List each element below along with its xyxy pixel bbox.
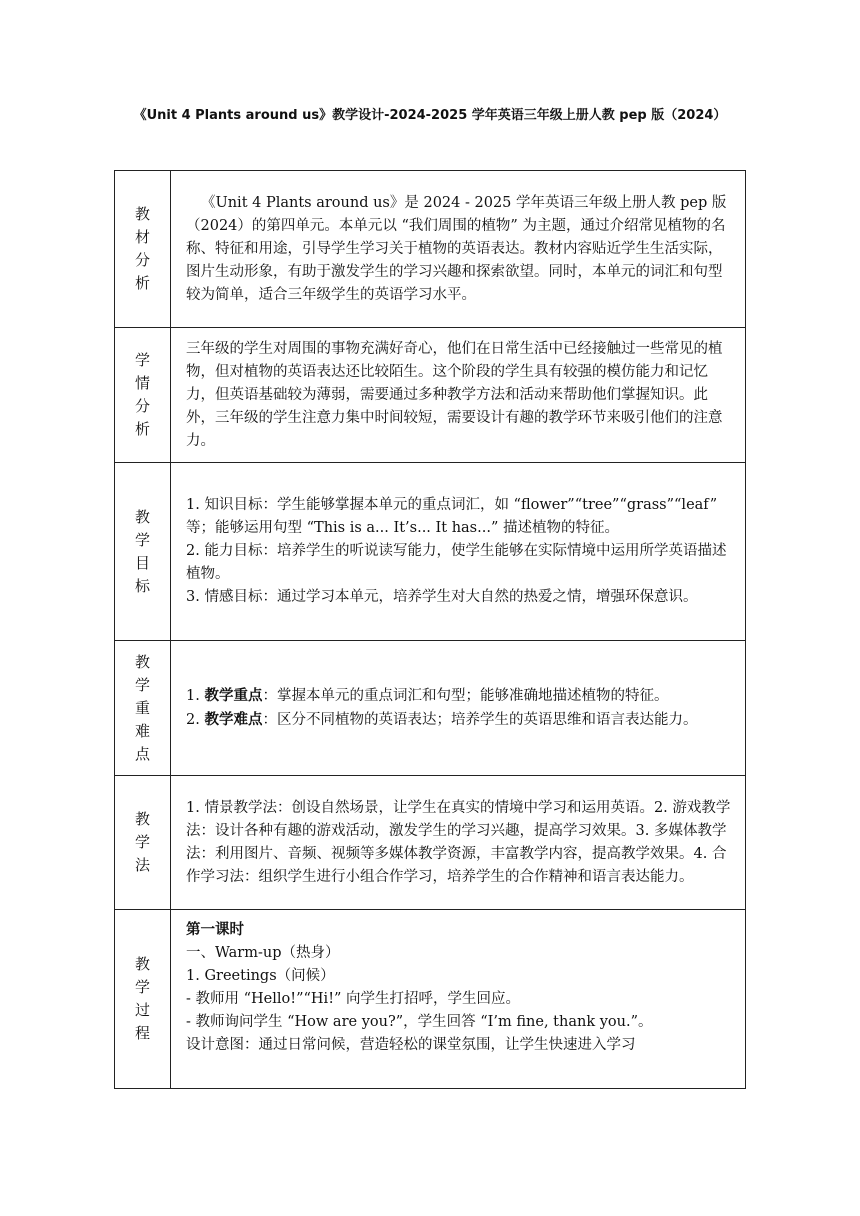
- table-row-teaching-process: [115, 910, 746, 1089]
- row-content: [171, 641, 746, 776]
- table-row-key-points: [115, 641, 746, 776]
- goal-emotion: 3. 情感目标：通过学习本单元，培养学生对大自然的热爱之情，增强环保意识。: [186, 589, 698, 605]
- table-row-textbook-analysis: [115, 171, 746, 328]
- row-label: 教 学 目 标: [115, 463, 171, 641]
- goal-knowledge: 1. 知识目标：学生能够掌握本单元的重点词汇，如 “flower”“tree”“grass”“leaf” 等；能够运用句型 “This is a... It’s... It has...” 描述植物的特征。: [186, 497, 718, 536]
- document-title: 《Unit 4 Plants around us》教学设计-2024-2025 学年英语三年级上册人教 pep 版（2024）: [133, 108, 727, 123]
- process-line: 一、Warm-up（热身）: [186, 945, 340, 961]
- row-content: [171, 463, 746, 641]
- row-label: 教 学 过 程: [115, 910, 171, 1089]
- row-content: [171, 910, 746, 1089]
- process-line: - 教师询问学生 “How are you?”，学生回答 “I’m fine, thank you.”。: [186, 1014, 653, 1030]
- goal-ability: 2. 能力目标：培养学生的听说读写能力，使学生能够在实际情境中运用所学英语描述植物。: [186, 543, 727, 582]
- table-row-student-analysis: [115, 328, 746, 463]
- key-point: 1. 教学重点：掌握本单元的重点词汇和句型；能够准确地描述植物的特征。: [186, 687, 669, 704]
- textbook-analysis-text: 《Unit 4 Plants around us》是 2024 - 2025 学年英语三年级上册人教 pep 版（2024）的第四单元。本单元以 “我们周围的植物” 为主题，通过介绍常见植物的名称、特征和用途，引导学生学习关于植物的英语表达。教材内容贴近学生生活实际，图片生动形象，有助于激发学生的学习兴趣和探索欲望。同时，本单元的词汇和句型较为简单，适合三年级学生的英语学习水平。: [186, 194, 727, 303]
- row-content: [171, 328, 746, 463]
- student-analysis-text: 三年级的学生对周围的事物充满好奇心，他们在日常生活中已经接触过一些常见的植物，但对植物的英语表达还比较陌生。这个阶段的学生具有较强的模仿能力和记忆力，但英语基础较为薄弱，需要通过多种教学方法和活动来帮助他们掌握知识。此外，三年级的学生注意力集中时间较短，需要设计有趣的教学环节来吸引他们的注意力。: [186, 340, 723, 449]
- row-label: 学 情 分 析: [115, 328, 171, 463]
- lesson-plan-table: [114, 170, 746, 1089]
- process-line: 设计意图：通过日常问候，营造轻松的课堂氛围，让学生快速进入学习: [186, 1037, 636, 1053]
- process-line: - 教师用 “Hello!”“Hi!” 向学生打招呼，学生回应。: [186, 991, 521, 1007]
- row-label: 教 学 法: [115, 776, 171, 910]
- lesson-heading: 第一课时: [186, 921, 244, 938]
- teaching-methods-text: 1. 情景教学法：创设自然场景，让学生在真实的情境中学习和运用英语。2. 游戏教学法：设计各种有趣的游戏活动，激发学生的学习兴趣，提高学习效果。3. 多媒体教学法：利用图片、音频、视频等多媒体教学资源，丰富教学内容，提高教学效果。4. 合作学习法：组织学生进行小组合作学习，培养学生的合作精神和语言表达能力。: [186, 799, 731, 885]
- table-row-teaching-methods: [115, 776, 746, 910]
- row-content: [171, 776, 746, 910]
- row-label: 教 材 分 析: [115, 171, 171, 328]
- row-content: [171, 171, 746, 328]
- table-row-teaching-goals: [115, 463, 746, 641]
- process-line: 1. Greetings（问候）: [186, 968, 335, 984]
- difficult-point: 2. 教学难点：区分不同植物的英语表达；培养学生的英语思维和语言表达能力。: [186, 711, 698, 728]
- row-label: 教 学 重 难 点: [115, 641, 171, 776]
